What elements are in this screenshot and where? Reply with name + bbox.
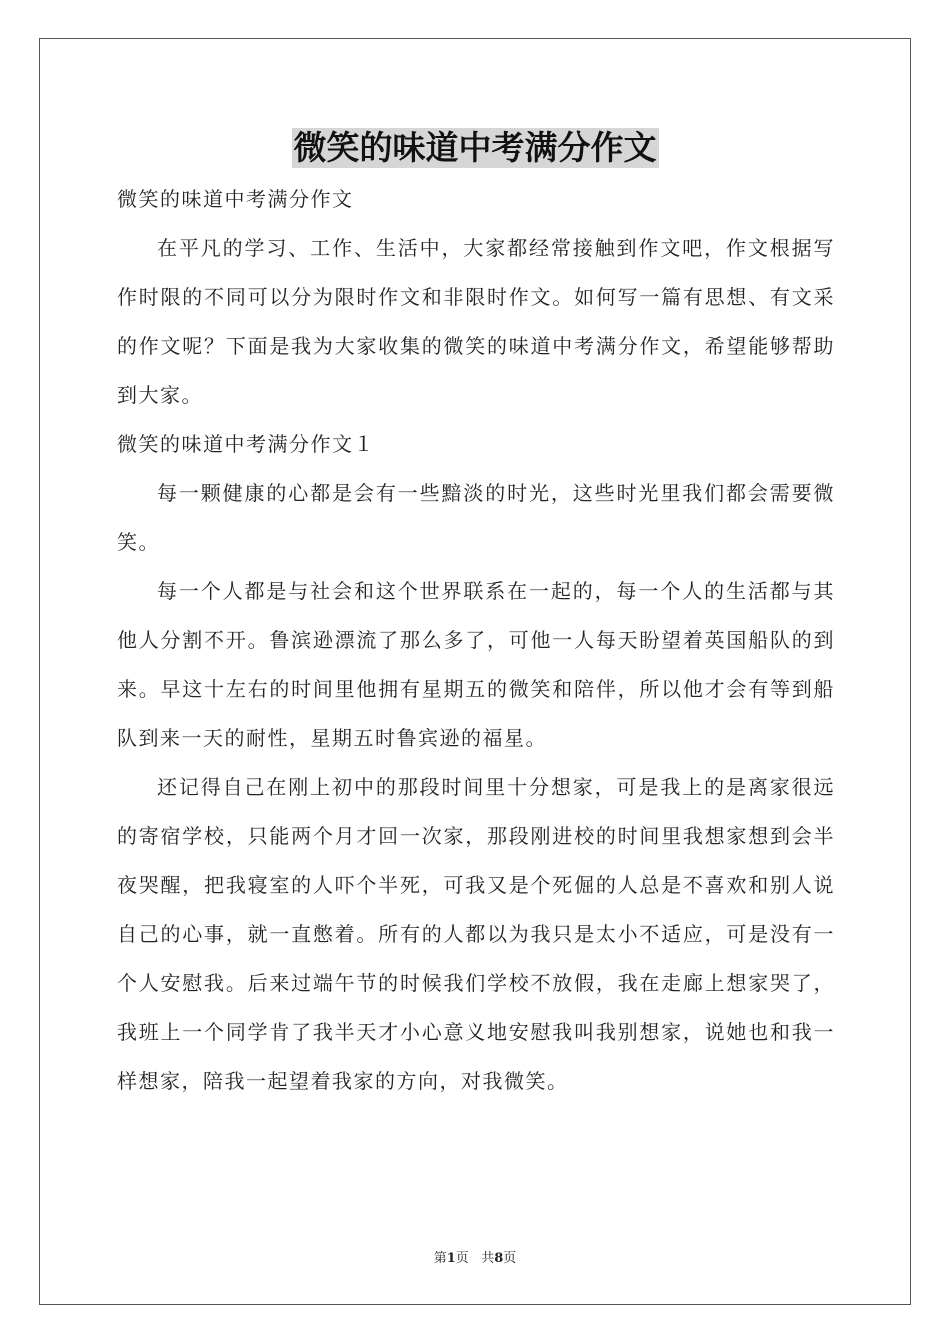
body-paragraph-2: 每一个人都是与社会和这个世界联系在一起的，每一个人的生活都与其他人分割不开。鲁滨逊漂流了那么多了，可他一人每天盼望着英国船队的到来。早这十左右的时间里他拥有星期五的微笑和陪伴，所以他才会有等到船队到来一天的耐性，星期五时鲁宾逊的福星。 (117, 579, 835, 750)
page-prefix: 第 (433, 1251, 447, 1266)
body-paragraph-1: 每一颗健康的心都是会有一些黯淡的时光，这些时光里我们都会需要微笑。 (117, 481, 835, 554)
title-container (0, 128, 950, 168)
intro-paragraph: 在平凡的学习、工作、生活中，大家都经常接触到作文吧，作文根据写作时限的不同可以分为限时作文和非限时作文。如何写一篇有思想、有文采的作文呢？下面是我为大家收集的微笑的味道中考满分作文，希望能够帮助到大家。 (117, 236, 835, 407)
page-total: 8 (494, 1251, 504, 1266)
page-suffix: 页 (455, 1251, 469, 1266)
total-suffix: 页 (503, 1251, 517, 1266)
page-footer (0, 1247, 950, 1266)
document-title: 微笑的味道中考满分作文 (293, 128, 657, 167)
document-body (117, 175, 835, 1106)
body-paragraph-3: 还记得自己在刚上初中的那段时间里十分想家，可是我上的是离家很远的寄宿学校，只能两个月才回一次家，那段刚进校的时间里我想家想到会半夜哭醒，把我寝室的人吓个半死，可我又是个死倔的人总是不喜欢和别人说自己的心事，就一直憋着。所有的人都以为我只是太小不适应，可是没有一个人安慰我。后来过端午节的时候我们学校不放假，我在走廊上想家哭了，我班上一个同学肯了我半天才小心意义地安慰我叫我别想家，说她也和我一样想家，陪我一起望着我家的方向，对我微笑。 (117, 775, 835, 1093)
document-subtitle: 微笑的味道中考满分作文 (117, 187, 354, 211)
total-prefix: 共 (481, 1251, 495, 1266)
section-heading: 微笑的味道中考满分作文１ (117, 432, 375, 456)
page-current: 1 (446, 1251, 456, 1266)
